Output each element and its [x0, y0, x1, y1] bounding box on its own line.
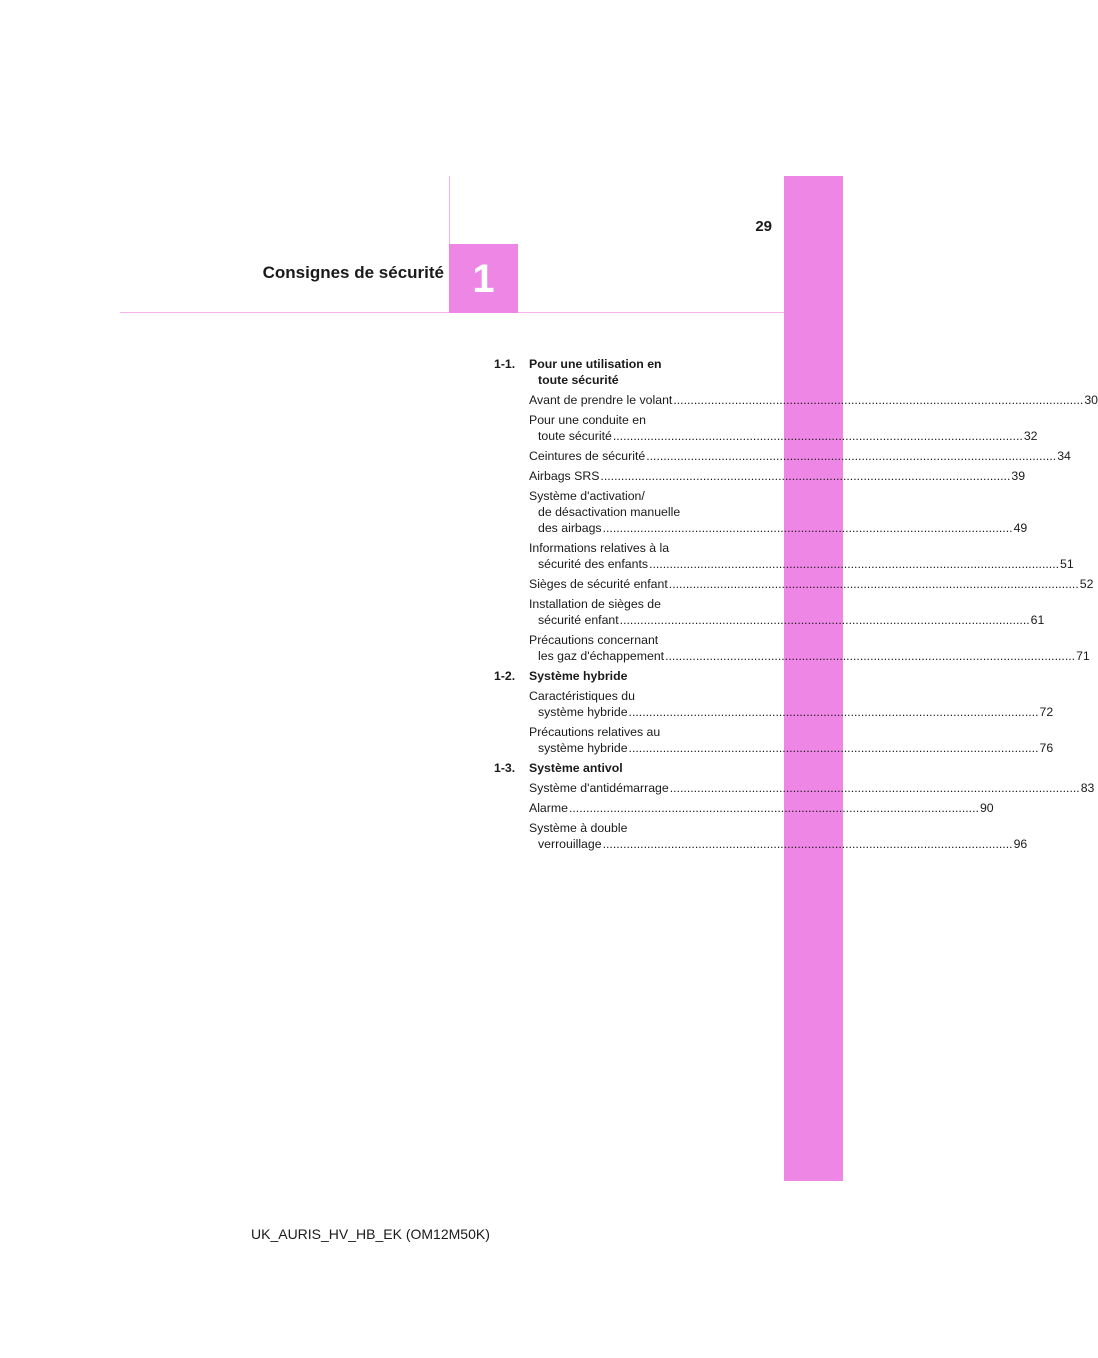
header-vertical-rule: [449, 176, 450, 244]
toc-entry-page: 83: [1080, 781, 1095, 795]
toc-entry-leader-dots: ........................................................................................................................: [612, 429, 1023, 443]
toc-entry-last-line: [529, 468, 1026, 484]
toc-entry-leader-dots: ........................................................................................................................: [602, 837, 1013, 851]
toc-entry-line: Caractéristiques du: [529, 689, 635, 703]
toc-section-title: [529, 356, 743, 388]
toc-entry-leader-dots: ........................................................................................................................: [619, 613, 1030, 627]
toc-entry-page: 34: [1057, 449, 1071, 463]
toc-entry-line: de désactivation manuelle: [538, 505, 681, 519]
toc-entry-text: sécurité des enfants: [538, 557, 649, 571]
toc-section-number: 1-3.: [494, 761, 516, 775]
toc-entry-page: 90: [979, 801, 994, 815]
toc-entry-page: 52: [1079, 577, 1094, 591]
toc-entry-text: Airbags SRS: [529, 469, 600, 483]
toc-entry-text: Ceintures de sécurité: [529, 449, 646, 463]
toc-entry-last-line: [529, 520, 1028, 536]
toc-entry-leader-dots: ........................................................................................................................: [568, 801, 979, 815]
toc-entry[interactable]: [529, 448, 1071, 464]
toc-entry-text: verrouillage: [538, 837, 602, 851]
toc-entry[interactable]: [529, 468, 1026, 484]
toc-entry[interactable]: [529, 632, 1090, 664]
toc-section-title: [529, 668, 743, 684]
toc-entry-line: Installation de sièges de: [529, 597, 661, 611]
toc-entry-text: Avant de prendre le volant: [529, 393, 673, 407]
toc-entry[interactable]: [529, 820, 1028, 852]
toc-entry-last-line: [529, 392, 1098, 408]
toc-section-title-line: toute sécurité: [538, 373, 619, 387]
toc-entry-text: système hybride: [538, 741, 628, 755]
toc-entry-line: Précautions concernant: [529, 633, 659, 647]
toc-entry-page: 71: [1076, 649, 1090, 663]
toc-entry-text: toute sécurité: [538, 429, 612, 443]
toc-entry-page: 49: [1013, 521, 1028, 535]
toc-entry-page: 96: [1013, 837, 1028, 851]
toc-entry-leader-dots: ........................................................................................................................: [668, 577, 1079, 591]
page-number: 29: [755, 218, 772, 235]
toc-section-title-line: Système antivol: [529, 761, 623, 775]
toc-entry[interactable]: [529, 412, 1038, 444]
chapter-side-tab: [784, 176, 843, 1181]
toc-entry-line: Système d'activation/: [529, 489, 645, 503]
toc-entry-line: Précautions relatives au: [529, 725, 661, 739]
toc-entry-text: Alarme: [529, 801, 568, 815]
toc-section-title-line: Système hybride: [529, 669, 628, 683]
toc-entry[interactable]: [529, 488, 1028, 536]
toc-entry-leader-dots: ........................................................................................................................: [628, 741, 1039, 755]
toc-entry-leader-dots: ........................................................................................................................: [673, 393, 1084, 407]
toc-entry-leader-dots: ........................................................................................................................: [649, 557, 1060, 571]
toc-entry[interactable]: [529, 688, 1054, 720]
chapter-number-box: [449, 244, 518, 313]
toc-entry-line: Pour une conduite en: [529, 413, 646, 427]
toc-entry-last-line: [529, 836, 1028, 852]
toc-entry-page: 51: [1060, 557, 1074, 571]
toc-entry-last-line: [529, 648, 1090, 664]
toc-entry-leader-dots: ........................................................................................................................: [669, 781, 1080, 795]
toc-section-title: [529, 760, 743, 776]
toc-entry-text: des airbags: [538, 521, 602, 535]
chapter-title: Consignes de sécurité: [262, 263, 444, 282]
toc-section-title-line: Pour une utilisation en: [529, 357, 662, 371]
toc-entry-page: 72: [1039, 705, 1054, 719]
toc-entry-page: 32: [1023, 429, 1038, 443]
toc-entry-last-line: [529, 800, 994, 816]
footer-document-code: UK_AURIS_HV_HB_EK (OM12M50K): [251, 1226, 490, 1242]
toc-entry-page: 39: [1011, 469, 1026, 483]
toc-entry-line: Système à double: [529, 821, 628, 835]
toc-entry-last-line: [529, 780, 1095, 796]
toc-entry-leader-dots: ........................................................................................................................: [628, 705, 1039, 719]
toc-entry[interactable]: [529, 576, 1094, 592]
toc-entry-last-line: [529, 556, 1074, 572]
toc-entry[interactable]: [529, 392, 1098, 408]
toc-entry-last-line: [529, 612, 1045, 628]
toc-entry-text: Système d'antidémarrage: [529, 781, 669, 795]
toc-entry-page: 61: [1030, 613, 1045, 627]
toc-entry-page: 30: [1084, 393, 1098, 407]
toc-entry-leader-dots: ........................................................................................................................: [600, 469, 1011, 483]
toc-entry-last-line: [529, 448, 1071, 464]
toc-entry-last-line: [529, 576, 1094, 592]
toc-entry-page: 76: [1039, 741, 1054, 755]
toc-entry[interactable]: [529, 596, 1045, 628]
toc-entry-text: système hybride: [538, 705, 628, 719]
toc-entry[interactable]: [529, 724, 1054, 756]
toc-section-number: 1-2.: [494, 669, 516, 683]
toc-entry-last-line: [529, 428, 1038, 444]
toc-entry-text: sécurité enfant: [538, 613, 619, 627]
chapter-number: 1: [472, 256, 495, 301]
toc-entry-leader-dots: ........................................................................................................................: [602, 521, 1013, 535]
toc-entry-leader-dots: ........................................................................................................................: [646, 449, 1057, 463]
toc-entry-text: les gaz d'échappement: [538, 649, 665, 663]
toc-entry-last-line: [529, 704, 1054, 720]
toc-section-number: 1-1.: [494, 357, 516, 371]
toc-entry-line: Informations relatives à la: [529, 541, 670, 555]
toc-entry[interactable]: [529, 800, 994, 816]
toc-entry-last-line: [529, 740, 1054, 756]
toc-entry[interactable]: [529, 780, 1095, 796]
toc-entry-leader-dots: ........................................................................................................................: [665, 649, 1076, 663]
toc-entry[interactable]: [529, 540, 1074, 572]
toc-entry-text: Sièges de sécurité enfant: [529, 577, 668, 591]
